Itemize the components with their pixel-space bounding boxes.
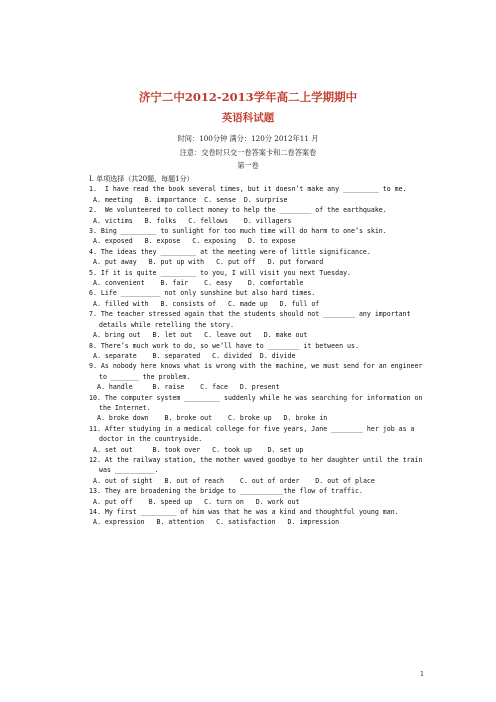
question-stem: 8. There’s much work to do, so we’ll have to ________ it between us. [89,341,359,350]
exam-note: 注意：交卷时只交一卷答案卡和二卷答案卷 [179,148,317,157]
question-options: A. out of sight B. out of reach C. out of order D. out of place [93,476,375,485]
question-stem: 10. The computer system _________ suddenly while he was searching for information on the Internet. [89,393,423,412]
question-options: A. put away B. put up with C. put off D. put forward [93,258,324,267]
question-stem: 5. If it is quite _________ to you, I will visit you next Tuesday. [89,268,352,277]
question-options: A. separate B. separated C. divided D. divide [93,351,296,360]
question-options: A. expression B. attention C. satisfaction D. impression [93,518,340,527]
question-options: A. filled with B. consists of C. made up D. full of [93,299,320,308]
question-options: A. set out B. took over C. took up D. set up [93,445,304,454]
question-options: A. bring out B. let out C. leave out D. make out [93,331,308,340]
question-stem: 4. The ideas they _________ at the meeting were of little significance. [89,247,371,256]
exam-title: 济宁二中2012-2013学年高二上学期期中 [138,90,358,104]
question-stem: 6. Life __________ not only sunshine but also hard times. [89,289,316,298]
question-stem: 14. My first _________ of him was that he was a kind and thoughtful young man. [89,508,399,516]
question-stem: 1. I have read the book several times, but it doesn’t make any _________ to me. [89,185,407,194]
question-options: A. convenient B. fair C. easy D. comfortable [93,279,304,288]
exam-subtitle: 英语科试题 [221,112,275,124]
question-options: A. broke down B. broke out C. broke up D. broke in [93,414,328,423]
question-list [89,174,429,528]
page-number: 1 [420,671,424,678]
question-stem: 7. The teacher stressed again that the students should not ________ any important details while retelling the story. [89,310,411,329]
question-stem: 13. They are broadening the bridge to ___________the flow of traffic. [89,487,363,496]
question-options: A. meeting B. importance C. sense D. surprise [93,195,288,204]
question-stem: 11. After studying in a medical college for five years, Jane ________ her job as a doctor in the countryside. [89,424,415,444]
question-options: A. exposed B. expose C. exposing D. to expose [93,237,296,246]
question-stem: 2. We volunteered to collect money to help the ________ of the earthquake. [89,206,387,215]
exam-info: 时间：100分钟 满分：120分 2012年11 月 [177,134,319,143]
question-stem: 9. As nobody here knows what is wrong with the machine, we must send for an engineer to _______ the problem. [89,362,423,381]
question-stem: 12. At the railway station, the mother waved goodbye to her daughter until the train was __________. [89,455,423,475]
section-heading: I. 单项选择（共20题，每题1分） [89,175,194,183]
question-options: A. put off B. speed up C. turn on D. work out [93,497,300,506]
volume-label: 第一卷 [237,161,259,170]
question-options: A. handle B. raise C. face D. present [93,383,280,392]
question-options: A. victims B. folks C. fellows D. villagers [93,216,292,225]
question-stem: 3. Bing _________ to sunlight for too much time will do harm to one’s skin. [89,227,387,236]
